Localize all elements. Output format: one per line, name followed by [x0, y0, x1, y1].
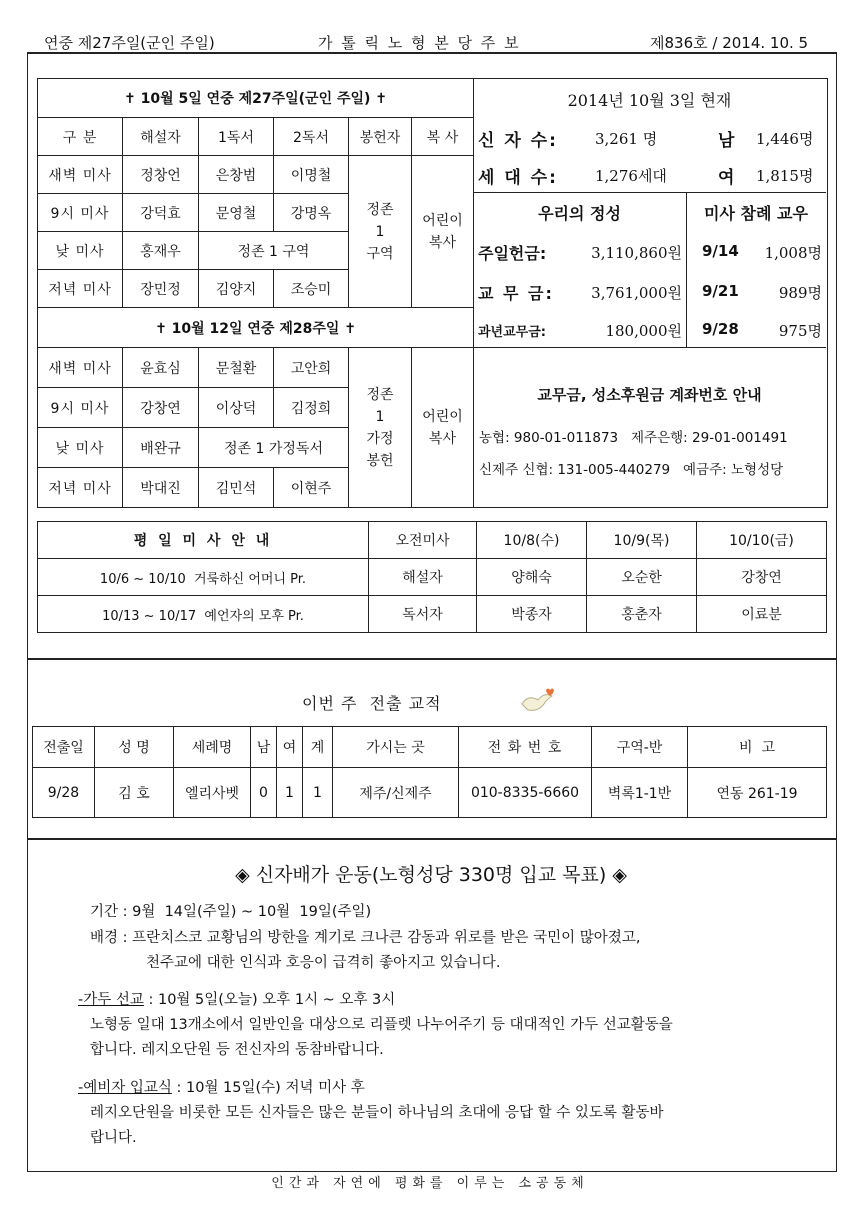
transfer-header: 전 화 번 호 — [459, 727, 592, 768]
table-cell: 오순한 — [587, 559, 697, 596]
offering-value: 3,110,860원 — [591, 244, 682, 262]
table-cell: 9/28 — [33, 768, 95, 818]
table-cell: 문영철 — [199, 194, 274, 232]
dove-icon — [518, 684, 558, 716]
col-commentator: 해설자 — [123, 118, 199, 156]
stats-divider — [473, 192, 826, 193]
table-cell: 0 — [251, 768, 277, 818]
week2-server: 어린이 복사 — [412, 348, 474, 508]
street-mission-time: : 10월 5일(오늘) 오후 1시 ~ 오후 3시 — [143, 992, 396, 1008]
table-cell: 홍재우 — [123, 232, 199, 270]
street-mission-body-1: 노형동 일대 13개소에서 일반인을 대상으로 리플렛 나누어주기 등 대대적인 가두 선교활동을 — [90, 1017, 673, 1033]
catechumen-line — [78, 1076, 365, 1100]
week1-offering: 정존 1 구역 — [349, 156, 412, 308]
table-cell: 고안희 — [274, 348, 349, 388]
attendance-date: 9/21 — [702, 282, 739, 300]
week2-noon-label: 낮 미사 — [38, 428, 123, 468]
week1-9am-label: 9시 미사 — [38, 194, 123, 232]
female-label: 여 — [718, 168, 735, 188]
table-cell: 정창언 — [123, 156, 199, 194]
transfer-header: 남 — [251, 727, 277, 768]
week2-offering: 정존 1 가정 봉헌 — [349, 348, 412, 508]
table-cell: 독서자 — [369, 596, 477, 633]
transfer-header: 전출일 — [33, 727, 95, 768]
table-cell: 강명옥 — [274, 194, 349, 232]
table-cell: 김 호 — [95, 768, 174, 818]
table-cell: 조승미 — [274, 270, 349, 308]
households-value: 1,276세대 — [595, 167, 667, 185]
weekday-mass-table — [37, 521, 827, 633]
transfer-header: 여 — [277, 727, 303, 768]
transfer-header: 가시는 곳 — [333, 727, 459, 768]
catechumen-time: : 10월 15일(수) 저녁 미사 후 — [171, 1080, 365, 1096]
transfer-header: 성 명 — [95, 727, 174, 768]
offering-value: 3,761,000원 — [591, 284, 682, 302]
table-cell: 박종자 — [477, 596, 587, 633]
households-label: 세 대 수: — [478, 168, 558, 188]
weekday-header: 오전미사 — [369, 522, 477, 559]
week2-dawn-label: 새벽 미사 — [38, 348, 123, 388]
weekday-period: 10/13 ~ 10/17 예언자의 모후 Pr. — [38, 596, 369, 633]
week1-noon-label: 낮 미사 — [38, 232, 123, 270]
catechumen-body-1: 레지오단원을 비롯한 모든 신자들은 많은 분들이 하나님의 초대에 응답 할 수 있도록 활동바 — [90, 1105, 664, 1121]
week2-title: ✝ 10월 12일 연중 제28주일 ✝ — [38, 308, 474, 348]
attendance-date: 9/28 — [702, 320, 739, 338]
table-cell: 해설자 — [369, 559, 477, 596]
table-cell: 윤효심 — [123, 348, 199, 388]
weekday-title: 평 일 미 사 안 내 — [38, 522, 369, 559]
col-reading1: 1독서 — [199, 118, 274, 156]
week1-title: ✝ 10월 5일 연중 제27주일(군인 주일) ✝ — [38, 79, 474, 118]
week1-server: 어린이 복사 — [412, 156, 474, 308]
weekday-header: 10/10(금) — [697, 522, 827, 559]
table-cell: 배완규 — [123, 428, 199, 468]
street-mission-body-2: 합니다. 레지오단원 등 전신자의 동참바랍니다. — [90, 1042, 384, 1058]
male-label: 남 — [718, 131, 735, 151]
table-cell: 벽록1-1반 — [592, 768, 688, 818]
catechumen-body-2: 랍니다. — [90, 1130, 137, 1146]
stats-date: 2014년 10월 3일 현재 — [567, 91, 732, 110]
header-issue: 제836호 / 2014. 10. 5 — [650, 34, 809, 52]
transfer-header: 비 고 — [688, 727, 827, 768]
campaign-background-2: 천주교에 대한 인식과 호응이 급격히 좋아지고 있습니다. — [146, 955, 501, 971]
campaign-period: 기간 : 9월 14일(주일) ~ 10월 19일(주일) — [90, 904, 372, 920]
table-cell: 김민석 — [199, 468, 274, 508]
transfer-title: 이번 주 전출 교적 — [302, 694, 442, 713]
week2-9am-label: 9시 미사 — [38, 388, 123, 428]
table-cell: 010-8335-6660 — [459, 768, 592, 818]
table-cell: 문철환 — [199, 348, 274, 388]
offering-title: 우리의 정성 — [538, 204, 621, 223]
street-mission-line — [78, 988, 395, 1012]
footer-motto: 인간과 자연에 평화를 이루는 소공동체 — [271, 1176, 589, 1191]
table-cell: 이상덕 — [199, 388, 274, 428]
account-line-1: 농협: 980-01-011873 제주은행: 29-01-001491 — [479, 430, 788, 446]
table-cell: 1 — [303, 768, 333, 818]
believers-value: 3,261 명 — [595, 130, 658, 148]
offering-label: 교 무 금: — [478, 284, 554, 303]
transfer-header: 세례명 — [174, 727, 251, 768]
transfer-header: 계 — [303, 727, 333, 768]
week1-evening-label: 저녁 미사 — [38, 270, 123, 308]
table-cell: 홍춘자 — [587, 596, 697, 633]
col-reading2: 2독서 — [274, 118, 349, 156]
table-cell: 은창범 — [199, 156, 274, 194]
campaign-title: ◈ 신자배가 운동(노형성당 330명 입교 목표) ◈ — [235, 864, 627, 886]
table-cell: 강덕효 — [123, 194, 199, 232]
table-cell: 강창연 — [123, 388, 199, 428]
weekday-header: 10/8(수) — [477, 522, 587, 559]
table-cell: 장민정 — [123, 270, 199, 308]
table-cell: 엘리사벳 — [174, 768, 251, 818]
attendance-title: 미사 참례 교우 — [704, 204, 808, 223]
campaign-background-1: 배경 : 프란치스코 교황님의 방한을 계기로 크나큰 감동과 위로를 받은 국민이 많아졌고, — [90, 930, 641, 946]
weekday-header: 10/9(목) — [587, 522, 697, 559]
street-mission-heading: -가두 선교 — [78, 992, 144, 1008]
attendance-count: 989명 — [778, 284, 822, 302]
header-left: 연중 제27주일(군인 주일) — [44, 34, 215, 52]
account-divider — [473, 347, 826, 348]
table-cell: 이료분 — [697, 596, 827, 633]
transfer-table — [32, 726, 827, 818]
transfer-header: 구역-반 — [592, 727, 688, 768]
male-value: 1,446명 — [756, 130, 814, 148]
believers-label: 신 자 수: — [478, 131, 558, 151]
offering-value: 180,000원 — [605, 322, 682, 340]
table-cell: 정존 1 구역 — [199, 232, 349, 270]
catechumen-heading: -예비자 입교식 — [78, 1080, 172, 1096]
account-line-2: 신제주 신협: 131-005-440279 예금주: 노형성당 — [479, 462, 784, 478]
table-cell: 김양지 — [199, 270, 274, 308]
attendance-date: 9/14 — [702, 242, 739, 260]
table-cell: 정존 1 가정독서 — [199, 428, 349, 468]
table-cell: 강창연 — [697, 559, 827, 596]
attendance-count: 975명 — [778, 322, 822, 340]
offering-label: 과년교무금: — [478, 325, 546, 340]
table-cell: 양해숙 — [477, 559, 587, 596]
table-cell: 이명철 — [274, 156, 349, 194]
table-cell: 1 — [277, 768, 303, 818]
col-server: 복 사 — [412, 118, 474, 156]
account-title: 교무금, 성소후원금 계좌번호 안내 — [537, 386, 762, 404]
table-cell: 이현주 — [274, 468, 349, 508]
female-value: 1,815명 — [756, 167, 814, 185]
weekday-period: 10/6 ~ 10/10 거룩하신 어머니 Pr. — [38, 559, 369, 596]
offering-label: 주일헌금: — [478, 244, 547, 263]
col-offering: 봉헌자 — [349, 118, 412, 156]
table-cell: 제주/신제주 — [333, 768, 459, 818]
header-title: 가 톨 릭 노 형 본 당 주 보 — [318, 34, 521, 52]
week2-evening-label: 저녁 미사 — [38, 468, 123, 508]
table-cell: 연동 261-19 — [688, 768, 827, 818]
col-category: 구 분 — [38, 118, 123, 156]
table-cell: 박대진 — [123, 468, 199, 508]
mass-schedule-table — [37, 78, 474, 508]
week1-dawn-label: 새벽 미사 — [38, 156, 123, 194]
table-cell: 김정희 — [274, 388, 349, 428]
attendance-count: 1,008명 — [764, 244, 822, 262]
